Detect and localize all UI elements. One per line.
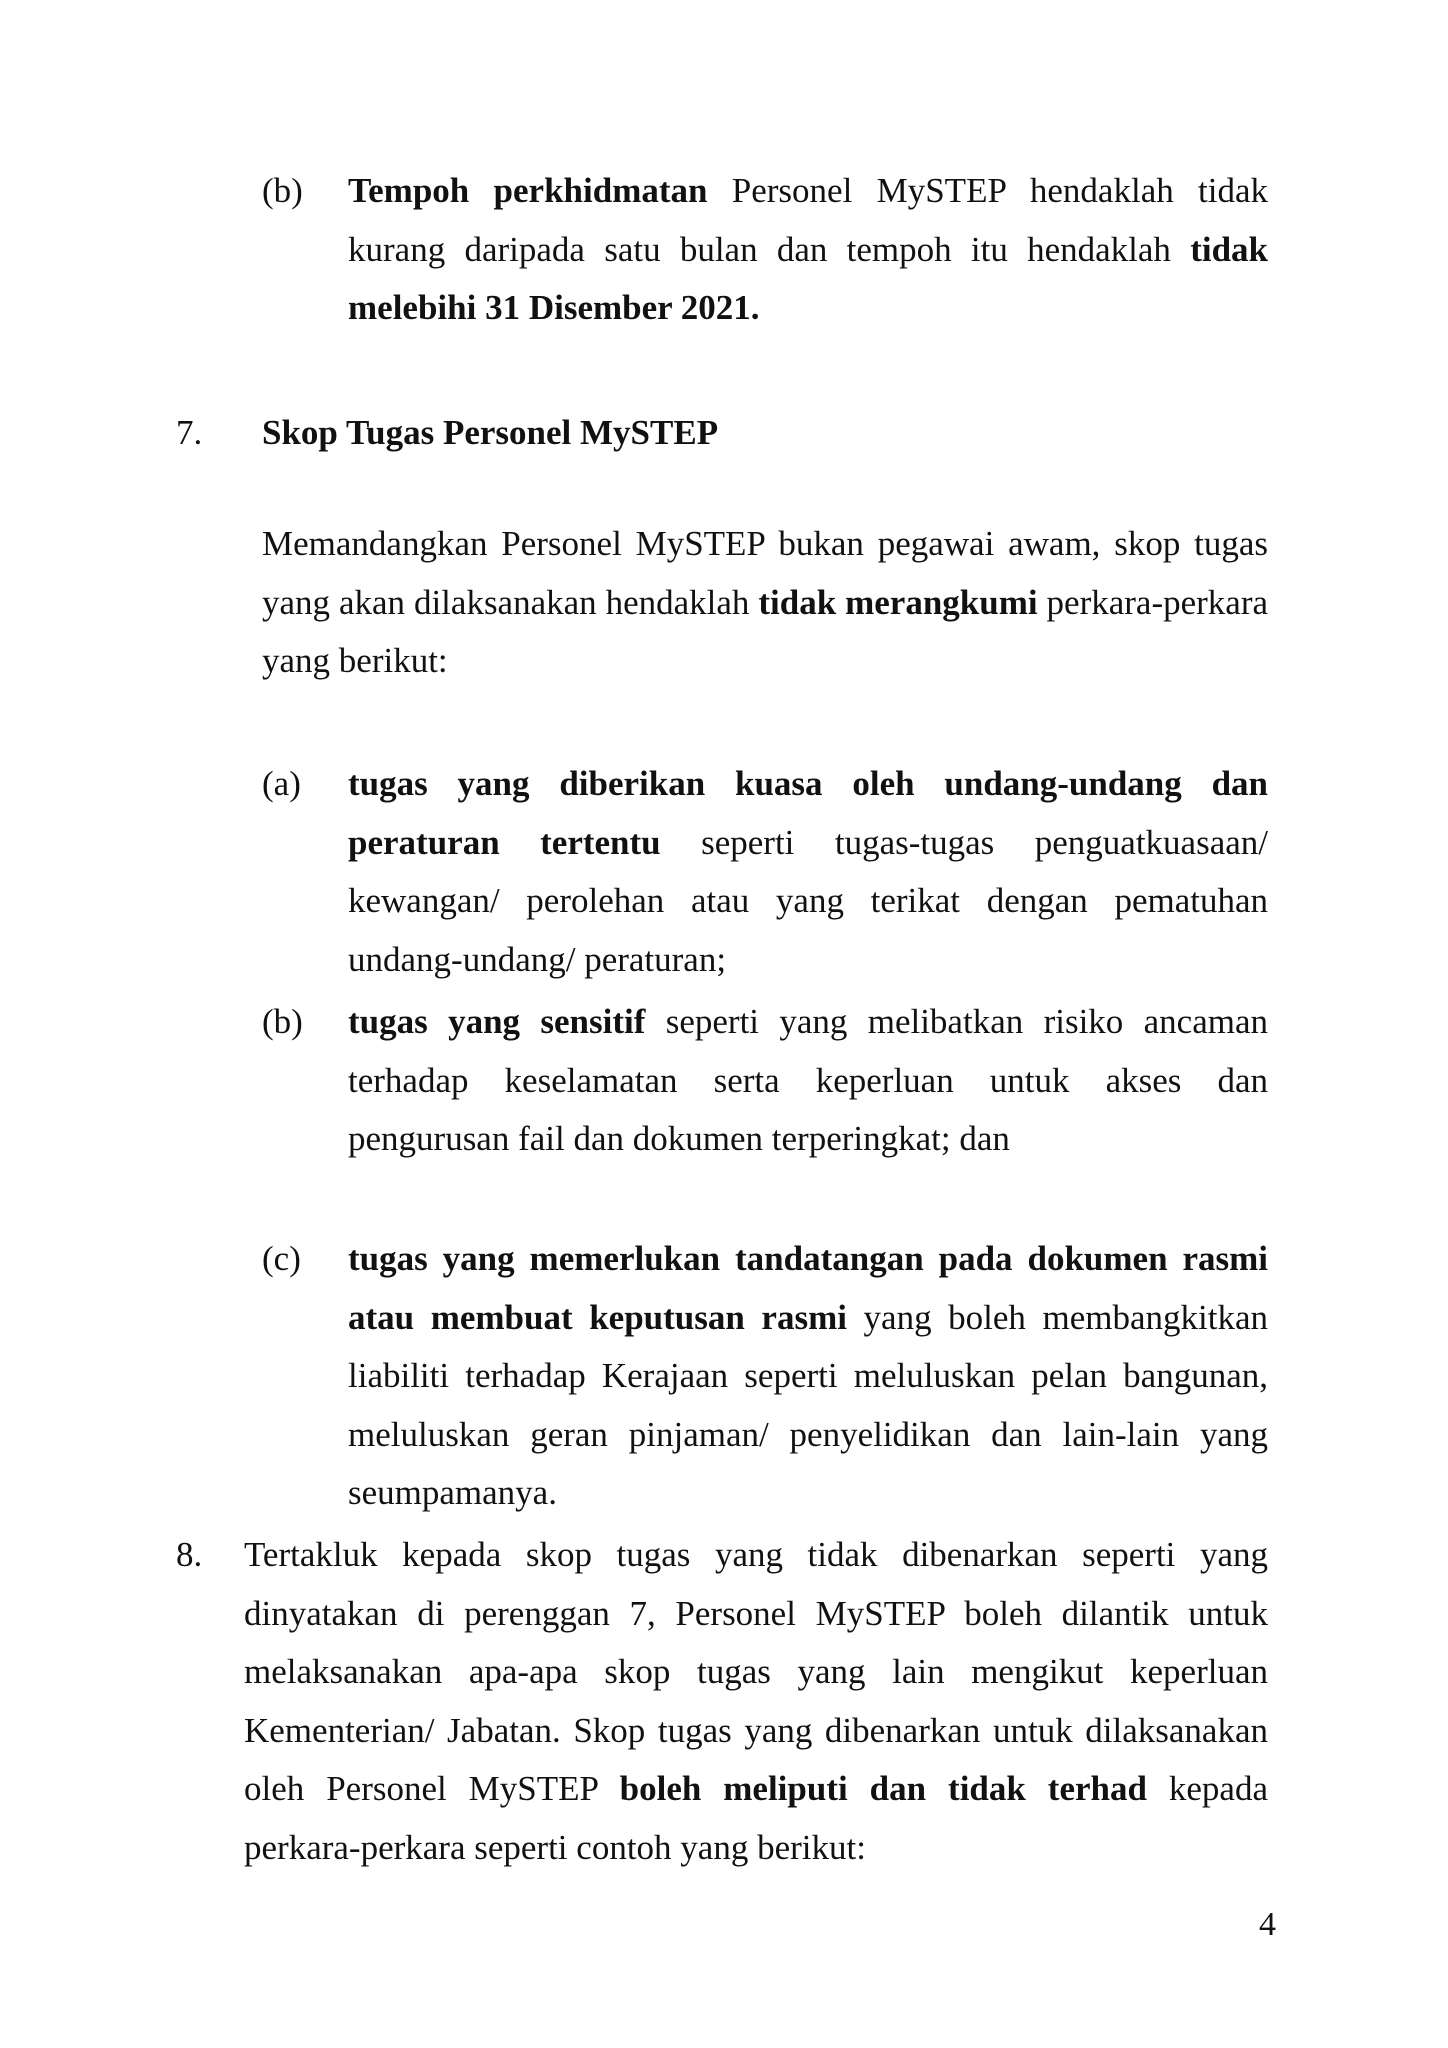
paragraph-text: kepada perkara-perkara seperti contoh yang berikut:	[244, 1769, 1268, 1867]
bold-phrase: tidak merangkumi	[758, 582, 1038, 622]
page-number: 4	[1259, 1906, 1276, 1943]
item-marker-7c: (c)	[262, 1239, 301, 1278]
paragraph-text: Personel MySTEP hendaklah tidak kurang daripada satu bulan dan tempoh itu hendaklah	[348, 171, 1269, 269]
section-7-intro	[262, 515, 1268, 691]
bold-phrase: tugas yang diberikan kuasa oleh undang-undang dan peraturan tertentu	[348, 764, 1268, 862]
item-marker-7a: (a)	[262, 764, 301, 803]
section-7-heading: Skop Tugas Personel MySTEP	[262, 413, 719, 452]
section-8-number: 8.	[176, 1535, 203, 1574]
section-8-paragraph	[244, 1526, 1268, 1877]
section-7-number: 7.	[176, 413, 203, 452]
paragraph-text: seperti yang melibatkan risiko ancaman terhadap keselamatan serta keperluan untuk akses dan pengurusan fail dan dokumen terperingkat; dan	[348, 1002, 1268, 1158]
paragraph-text: seperti tugas-tugas penguatkuasaan/ kewangan/ perolehan atau yang terikat dengan pematuhan undang-undang/ peraturan;	[348, 822, 1269, 979]
paragraph-text: Tertakluk kepada skop tugas yang tidak dibenarkan seperti yang dinyatakan di perenggan 7, Personel MySTEP boleh dilantik untuk melaksanakan apa-apa skop tugas yang lain mengikut keperluan Kementerian/ Jabatan. Skop tugas yang dibenarkan untuk dilaksanakan oleh Personel MySTEP	[244, 1535, 1268, 1808]
paragraph-text: Memandangkan Personel MySTEP bukan pegawai awam, skop tugas yang akan dilaksanakan hendaklah	[262, 524, 1268, 622]
item-marker-7b: (b)	[262, 1002, 303, 1041]
bold-phrase: tugas yang sensitif	[348, 1002, 646, 1041]
bold-phrase: boleh meliputi dan tidak terhad	[619, 1769, 1147, 1808]
item-marker-6b: (b)	[262, 171, 303, 210]
list-item-7c	[348, 1230, 1268, 1523]
paragraph-text: perkara-perkara yang berikut:	[262, 582, 1269, 680]
bold-phrase: tidak melebihi 31 Disember 2021.	[348, 229, 1268, 327]
list-item-7b	[348, 993, 1268, 1169]
list-item-7a	[348, 755, 1268, 989]
paragraph-text: yang boleh membangkitkan liabiliti terhadap Kerajaan seperti meluluskan pelan bangunan, meluluskan geran pinjaman/ penyelidikan dan lain-lain yang seumpamanya.	[348, 1297, 1268, 1512]
bold-phrase: tugas yang memerlukan tandatangan pada dokumen rasmi atau membuat keputusan rasmi	[348, 1239, 1268, 1337]
paragraph-6b	[348, 162, 1268, 338]
bold-phrase: Tempoh perkhidmatan	[348, 171, 708, 210]
